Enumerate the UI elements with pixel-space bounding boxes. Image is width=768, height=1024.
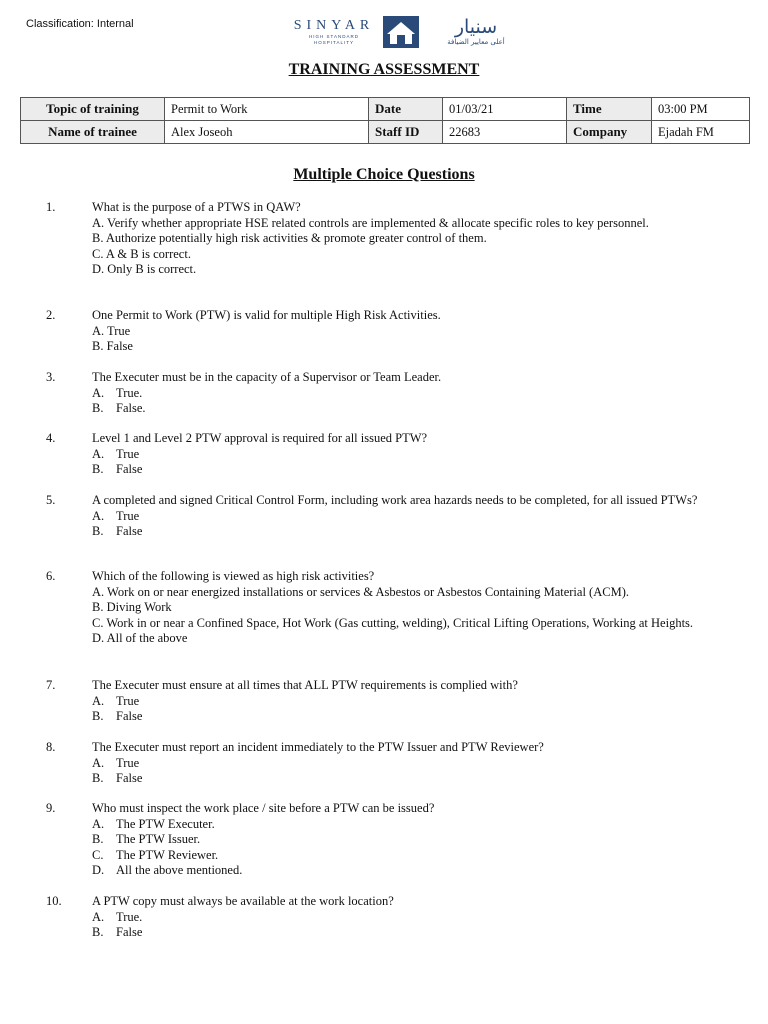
- logo-name: SINYAR: [293, 18, 375, 33]
- question-number: 3.: [46, 370, 56, 384]
- question-number: 1.: [46, 200, 56, 214]
- company-value: Ejadah FM: [652, 121, 750, 144]
- time-label: Time: [567, 98, 652, 121]
- question-number: 5.: [46, 493, 56, 507]
- answer-option: B. The PTW Issuer.: [92, 832, 201, 846]
- answer-option: D. All of the above: [92, 631, 188, 645]
- question-number: 10.: [46, 894, 62, 908]
- answer-option: C. A & B is correct.: [92, 246, 191, 261]
- info-row-trainee: [21, 121, 750, 144]
- logo-tagline: HIGH STANDARD HOSPITALITY: [309, 34, 359, 45]
- answer-option: A. True: [92, 323, 131, 338]
- question-body: [92, 431, 732, 478]
- time-value: 03:00 PM: [652, 98, 750, 121]
- answer-option: A. True: [92, 693, 140, 708]
- question-text: The Executer must be in the capacity of a Supervisor or Team Leader.: [92, 370, 442, 384]
- answer-option: A. True.: [92, 909, 143, 924]
- answer-option: C. The PTW Reviewer.: [92, 847, 219, 862]
- question-number: 4.: [46, 431, 56, 445]
- answer-option: B. Authorize potentially high risk activities & promote greater control of them.: [92, 231, 487, 245]
- name-label: Name of trainee: [21, 121, 165, 144]
- question-body: [92, 740, 732, 787]
- answer-option: B. False: [92, 771, 143, 785]
- question-number: 7.: [46, 678, 56, 692]
- answer-option: D. Only B is correct.: [92, 262, 197, 276]
- answer-option: A. True: [92, 446, 140, 461]
- answer-option: A. True: [92, 755, 140, 770]
- answer-option: A. True: [92, 508, 140, 523]
- question-body: [92, 308, 732, 355]
- company-logo: [288, 16, 528, 52]
- answer-option: D. All the above mentioned.: [92, 863, 243, 877]
- document-title: TRAINING ASSESSMENT: [288, 61, 480, 78]
- logo-arabic-tagline: أعلى معايير الضيافة: [447, 38, 505, 46]
- question-number: 8.: [46, 740, 56, 754]
- logo-arabic-name: سنيار: [454, 16, 498, 38]
- question-number: 9.: [46, 801, 56, 815]
- question-text: The Executer must ensure at all times that ALL PTW requirements is complied with?: [92, 678, 518, 692]
- answer-option: A. The PTW Executer.: [92, 816, 215, 831]
- training-info-table: [20, 97, 750, 144]
- question-body: [92, 894, 732, 941]
- date-value: 01/03/21: [443, 98, 567, 121]
- date-label: Date: [369, 98, 443, 121]
- question-number: 6.: [46, 569, 56, 583]
- topic-label: Topic of training: [21, 98, 165, 121]
- answer-option: A. True.: [92, 385, 143, 400]
- answer-option: B. Diving Work: [92, 600, 172, 614]
- question-text: A completed and signed Critical Control Form, including work area hazards needs to be completed, for all issued PTWs?: [92, 493, 698, 507]
- question-body: [92, 678, 732, 725]
- question-body: [92, 370, 732, 417]
- question-text: What is the purpose of a PTWS in QAW?: [92, 200, 301, 214]
- answer-option: A. Work on or near energized installations or services & Asbestos or Asbestos Containing Material (ACM).: [92, 584, 629, 599]
- question-body: [92, 200, 732, 278]
- question-body: [92, 569, 732, 647]
- question-text: A PTW copy must always be available at the work location?: [92, 894, 394, 908]
- answer-option: A. Verify whether appropriate HSE related controls are implemented & allocate specific roles to key personnel.: [92, 215, 649, 230]
- answer-option: B. False: [92, 339, 133, 353]
- logo-arabic: [426, 16, 526, 47]
- question-number: 2.: [46, 308, 56, 322]
- question-body: [92, 801, 732, 879]
- question-body: [92, 493, 732, 540]
- question-text: One Permit to Work (PTW) is valid for multiple High Risk Activities.: [92, 308, 441, 322]
- answer-option: B. False: [92, 925, 143, 939]
- company-label: Company: [567, 121, 652, 144]
- staff-id-value: 22683: [443, 121, 567, 144]
- logo-english: [288, 18, 380, 46]
- staff-id-label: Staff ID: [369, 121, 443, 144]
- name-value: Alex Joseoh: [165, 121, 369, 144]
- answer-option: B. False: [92, 462, 143, 476]
- answer-option: B. False.: [92, 401, 146, 415]
- answer-option: B. False: [92, 709, 143, 723]
- info-row-topic: [21, 98, 750, 121]
- question-text: The Executer must report an incident immediately to the PTW Issuer and PTW Reviewer?: [92, 740, 544, 754]
- topic-value: Permit to Work: [165, 98, 369, 121]
- house-logo-icon: [383, 16, 419, 48]
- question-text: Which of the following is viewed as high risk activities?: [92, 569, 375, 583]
- classification-label: Classification: Internal: [26, 18, 134, 30]
- answer-option: C. Work in or near a Confined Space, Hot Work (Gas cutting, welding), Critical Lifting Operations, Working at Heights.: [92, 615, 694, 630]
- question-text: Level 1 and Level 2 PTW approval is required for all issued PTW?: [92, 431, 428, 445]
- question-text: Who must inspect the work place / site before a PTW can be issued?: [92, 801, 435, 815]
- section-title: Multiple Choice Questions: [293, 166, 475, 183]
- answer-option: B. False: [92, 524, 143, 538]
